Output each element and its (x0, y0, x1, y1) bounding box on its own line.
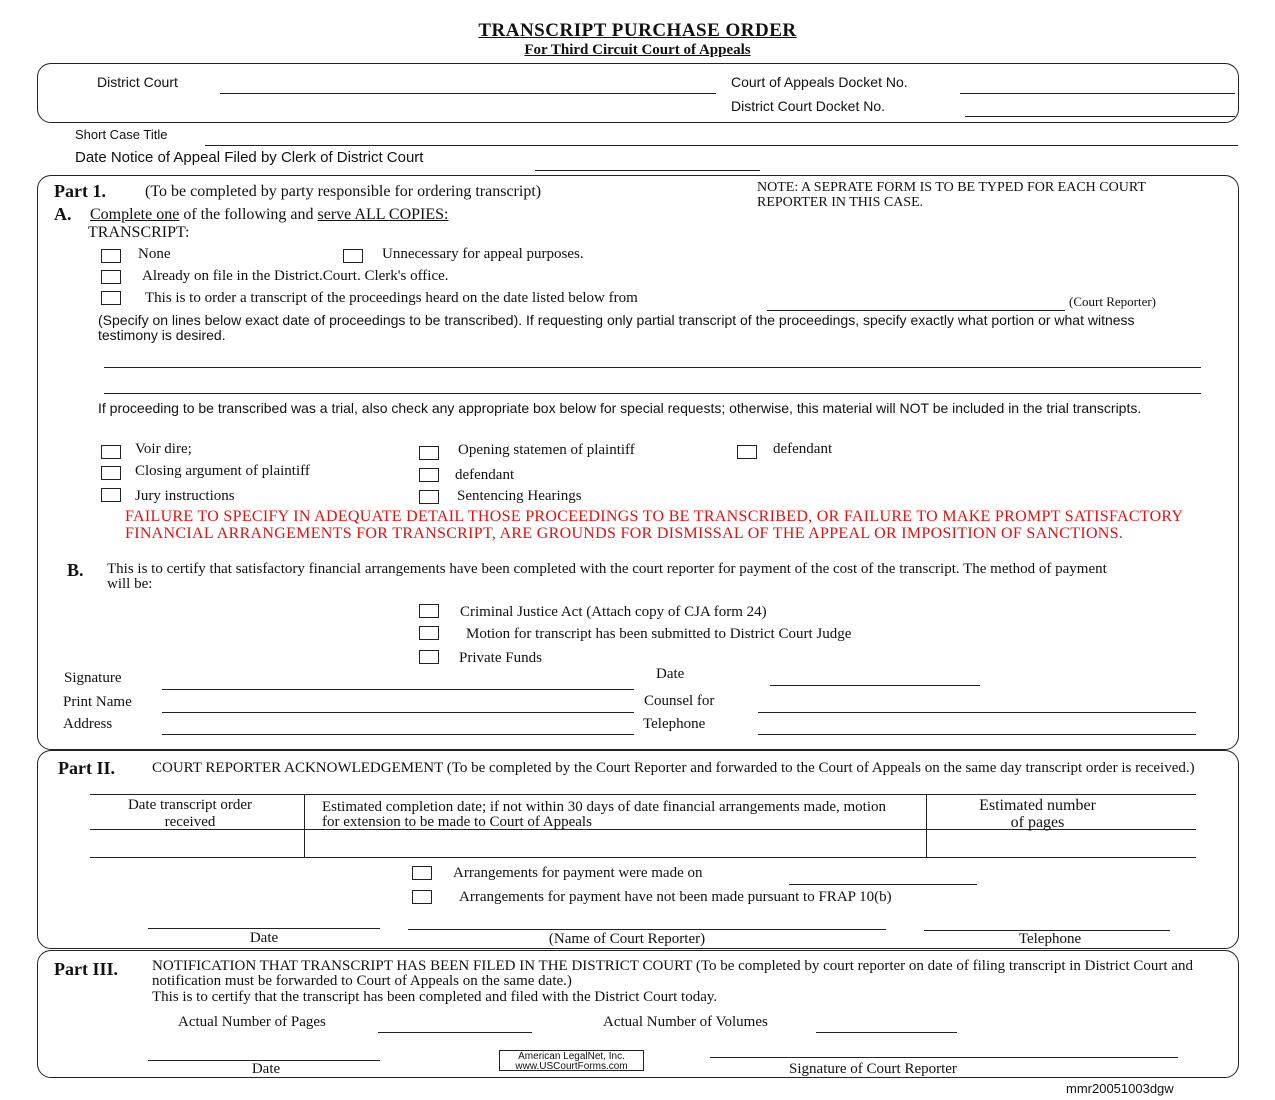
arrangements-not-made-label: Arrangements for payment have not been made pursuant to FRAP 10(b) (459, 889, 892, 905)
estimated-pages-line-1: Estimated number (979, 797, 1096, 814)
cja-checkbox[interactable] (419, 604, 439, 618)
form-id: mmr20051003dgw (1066, 1081, 1174, 1096)
part2-telephone-caption: Telephone (1018, 931, 1082, 947)
counsel-for-label: Counsel for (644, 693, 715, 709)
print-name-label: Print Name (63, 694, 132, 710)
specify-instructions: (Specify on lines below exact date of proceedings to be transcribed). If requesting only partial transcript of the proceedings, specify exactly what portion or what witness testimony is desired. (98, 312, 1135, 343)
ack-table-divider-1 (304, 794, 305, 857)
of-following-text: of the following and (183, 206, 314, 223)
opening-plaintiff-checkbox[interactable] (419, 446, 439, 460)
order-received-field[interactable] (92, 834, 300, 854)
part1-heading-note: (To be completed by party responsible for ordering transcript) (145, 183, 542, 200)
motion-checkbox[interactable] (419, 626, 439, 640)
court-reporter-name-caption: (Name of Court Reporter) (548, 931, 706, 947)
signature-label: Signature (64, 670, 122, 686)
order-received-line-2: received (164, 814, 216, 830)
part3-date-caption: Date (251, 1061, 281, 1077)
opening-plaintiff-label: Opening statemen of plaintiff (458, 442, 635, 458)
part1-date-label: Date (656, 666, 685, 682)
cja-label: Criminal Justice Act (Attach copy of CJA form 24) (460, 604, 767, 620)
serve-all-copies-text: serve ALL COPIES: (317, 206, 449, 223)
certify-instructions: This is to certify that satisfactory financial arrangements have been completed with the court reporter for payment of the cost of the transcript. The method of payment will be: (107, 561, 1107, 592)
ack-table-divider-2 (926, 794, 927, 857)
district-docket-field[interactable] (965, 116, 1235, 117)
reporter-signature-caption: Signature of Court Reporter (789, 1061, 957, 1077)
completion-date-field[interactable] (308, 834, 922, 854)
separate-form-note: NOTE: A SEPRATE FORM IS TO BE TYPED FOR EACH COURT REPORTER IN THIS CASE. (757, 180, 1146, 210)
sentencing-label: Sentencing Hearings (457, 488, 582, 504)
closing-defendant-checkbox[interactable] (419, 468, 439, 482)
part2-date-caption: Date (249, 930, 279, 946)
estimated-pages-header (930, 797, 1145, 831)
arrangements-made-checkbox[interactable] (412, 866, 432, 880)
complete-one-text: Complete one (90, 206, 180, 223)
reporter-signature-field[interactable] (710, 1057, 1178, 1058)
private-funds-label: Private Funds (459, 650, 542, 666)
telephone-label: Telephone (643, 716, 706, 732)
telephone-field[interactable] (758, 734, 1196, 735)
private-funds-checkbox[interactable] (419, 650, 439, 664)
court-reporter-name-field[interactable] (408, 929, 886, 930)
voir-dire-checkbox[interactable] (101, 445, 121, 459)
jury-instructions-label: Jury instructions (135, 488, 235, 504)
part1-heading: Part 1. (54, 181, 106, 201)
arrangements-made-label: Arrangements for payment were made on (453, 865, 703, 881)
legalnet-stamp-line-2: www.USCourtForms.com (515, 1061, 628, 1072)
unnecessary-checkbox[interactable] (343, 249, 363, 263)
section-b-label: B. (67, 560, 84, 580)
proceedings-line-1[interactable] (104, 367, 1201, 368)
court-reporter-caption: (Court Reporter) (1069, 294, 1157, 309)
opening-defendant-checkbox[interactable] (737, 445, 757, 459)
legalnet-stamp-line-1: American LegalNet, Inc. (518, 1051, 625, 1062)
district-docket-label: District Court Docket No. (731, 98, 886, 114)
proceedings-line-2[interactable] (104, 393, 1201, 394)
part3-heading: Part III. (54, 959, 118, 979)
district-court-label: District Court (97, 74, 178, 90)
appeals-docket-field[interactable] (960, 93, 1235, 94)
order-transcript-label: This is to order a transcript of the proceedings heard on the date listed below from (145, 290, 638, 306)
trial-instructions: If proceeding to be transcribed was a trial, also check any appropriate box below for special requests; otherwise, this material will NOT be included in the trial transcripts. (98, 400, 1142, 416)
arrangements-made-date-field[interactable] (789, 884, 977, 885)
actual-volumes-label: Actual Number of Volumes (603, 1014, 768, 1030)
completion-date-header: Estimated completion date; if not within 30 days of date financial arrangements made, motion for extension to be made to Court of Appeals (322, 799, 887, 830)
short-case-title-field[interactable] (205, 145, 1238, 146)
ack-table-bottom-rule (90, 857, 1196, 858)
address-label: Address (63, 716, 113, 732)
estimated-pages-line-2: of pages (1010, 814, 1065, 831)
form-subtitle: For Third Circuit Court of Appeals (524, 42, 751, 58)
closing-plaintiff-checkbox[interactable] (101, 466, 121, 480)
address-field[interactable] (162, 734, 634, 735)
form-title: TRANSCRIPT PURCHASE ORDER (478, 20, 797, 41)
section-a-label: A. (54, 204, 72, 224)
opening-defendant-label: defendant (773, 441, 833, 457)
closing-defendant-label: defendant (455, 467, 515, 483)
appeals-docket-label: Court of Appeals Docket No. (731, 74, 908, 90)
court-reporter-field[interactable] (767, 310, 1065, 311)
actual-pages-label: Actual Number of Pages (178, 1014, 326, 1030)
unnecessary-label: Unnecessary for appeal purposes. (382, 246, 584, 262)
sentencing-checkbox[interactable] (419, 490, 439, 504)
date-notice-field[interactable] (535, 170, 760, 171)
closing-plaintiff-label: Closing argument of plaintiff (135, 463, 310, 479)
actual-volumes-field[interactable] (816, 1032, 957, 1033)
section-a-instructions (90, 206, 448, 224)
print-name-field[interactable] (162, 712, 634, 713)
district-court-field[interactable] (220, 93, 716, 94)
on-file-label: Already on file in the District.Court. Clerk's office. (142, 268, 449, 284)
short-case-title-label: Short Case Title (75, 127, 168, 142)
legalnet-stamp (499, 1050, 644, 1071)
part3-description: NOTIFICATION THAT TRANSCRIPT HAS BEEN FILED IN THE DISTRICT COURT (To be completed by court reporter on date of filing transcript in District Court and notification must be forwarded to Court of Appeals on the same date.) (152, 958, 1193, 989)
part1-date-field[interactable] (770, 685, 980, 686)
estimated-pages-field[interactable] (930, 834, 1192, 854)
order-transcript-checkbox[interactable] (101, 291, 121, 305)
signature-field[interactable] (162, 689, 634, 690)
date-notice-label: Date Notice of Appeal Filed by Clerk of District Court (75, 149, 424, 166)
transcript-label: TRANSCRIPT: (88, 224, 190, 241)
counsel-for-field[interactable] (758, 712, 1196, 713)
order-received-header (90, 797, 290, 831)
none-label: None (138, 246, 171, 262)
order-received-line-1: Date transcript order (127, 797, 253, 813)
failure-warning: FAILURE TO SPECIFY IN ADEQUATE DETAIL THOSE PROCEEDINGS TO BE TRANSCRIBED, OR FAILURE TO MAKE PROMPT SATISFACTORY FINANCIAL ARRANGEMENTS FOR TRANSCRIPT, ARE GROUNDS FOR DISMISSAL OF THE APPEAL OR IMPOSITION OF SANCTIONS. (125, 508, 1183, 542)
ack-table-top-rule (90, 794, 1196, 795)
on-file-checkbox[interactable] (101, 270, 121, 284)
arrangements-not-made-checkbox[interactable] (412, 890, 432, 904)
part3-certify: This is to certify that the transcript has been completed and filed with the District Court today. (152, 989, 718, 1005)
part2-date-field[interactable] (148, 928, 380, 929)
jury-instructions-checkbox[interactable] (101, 488, 121, 502)
voir-dire-label: Voir dire; (135, 441, 192, 457)
none-checkbox[interactable] (101, 249, 121, 263)
part2-description: COURT REPORTER ACKNOWLEDGEMENT (To be completed by the Court Reporter and forwarded to the Court of Appeals on the same day transcript order is received.) (152, 760, 1195, 776)
actual-pages-field[interactable] (378, 1032, 532, 1033)
part2-heading: Part II. (58, 758, 115, 778)
motion-label: Motion for transcript has been submitted to District Court Judge (466, 626, 852, 642)
